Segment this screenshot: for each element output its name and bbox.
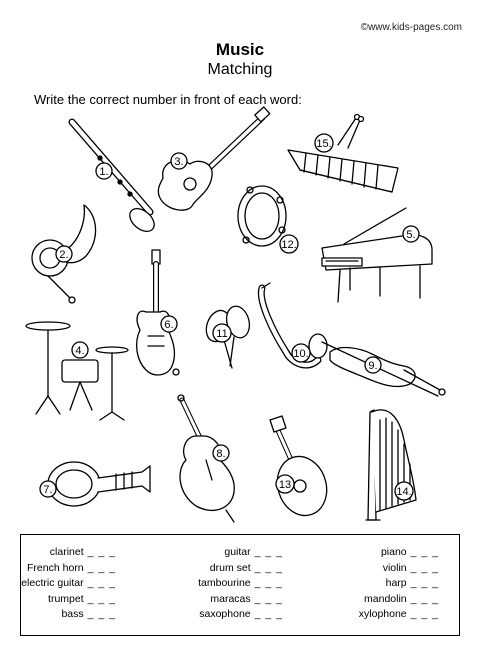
tambourine-icon: [238, 186, 286, 246]
word-label: saxophone: [199, 608, 251, 620]
badge-5: [403, 226, 419, 242]
svg-text:4.: 4.: [75, 345, 85, 357]
answer-blank[interactable]: _ _ _: [254, 561, 283, 574]
answer-box: [20, 534, 460, 636]
badge-2: [56, 246, 72, 262]
answer-blank[interactable]: _ _ _: [410, 577, 439, 589]
word-label: xylophone: [358, 608, 407, 620]
answer-blank[interactable]: _ _ _: [87, 577, 116, 589]
word-label: harp: [385, 577, 407, 589]
answer-row: [21, 592, 116, 608]
answer-column-2: [198, 545, 283, 623]
svg-text:13: 13: [278, 479, 292, 491]
svg-text:7.: 7.: [43, 484, 53, 496]
word-label: bass: [61, 608, 84, 620]
electric-guitar-icon: [137, 250, 179, 375]
svg-text:2.: 2.: [59, 249, 69, 261]
word-label: trumpet: [48, 592, 84, 605]
word-label: violin: [382, 561, 407, 574]
instructions-text: Write the correct number in front of each word:: [34, 92, 302, 107]
answer-row: [198, 592, 283, 608]
svg-text:3.: 3.: [174, 156, 184, 168]
badge-7: [40, 481, 56, 497]
answer-blank[interactable]: _ _ _: [254, 592, 283, 605]
badge-4: [72, 342, 88, 358]
word-label: mandolin: [364, 592, 407, 605]
answer-blank[interactable]: _ _ _: [87, 546, 116, 558]
word-label: French horn: [27, 561, 84, 574]
svg-text:10.: 10.: [293, 348, 309, 360]
word-label: maracas: [210, 592, 251, 605]
answer-blank[interactable]: _ _ _: [254, 608, 283, 620]
svg-text:5.: 5.: [406, 229, 416, 241]
answer-row: [198, 545, 283, 561]
svg-text:15.: 15.: [316, 138, 332, 150]
answer-blank[interactable]: _ _ _: [410, 608, 439, 620]
badge-14: [395, 482, 413, 500]
answer-row: [359, 545, 439, 561]
harp-icon: [366, 410, 416, 520]
badge-6: [161, 316, 177, 332]
answer-column-3: [359, 545, 439, 623]
drum-set-icon: [26, 322, 128, 420]
badge-13: [276, 475, 294, 493]
answer-blank[interactable]: _ _ _: [410, 561, 439, 574]
xylophone-icon: [288, 115, 398, 193]
answer-row: [198, 607, 283, 623]
answer-row: [359, 607, 439, 623]
answer-blank[interactable]: _ _ _: [254, 577, 283, 589]
svg-text:8.: 8.: [216, 448, 226, 460]
badge-15: [315, 134, 333, 152]
svg-text:12.: 12.: [281, 239, 297, 251]
piano-icon: [322, 208, 432, 302]
answer-blank[interactable]: _ _ _: [87, 561, 116, 574]
badge-12: [280, 235, 298, 253]
answer-row: [359, 592, 439, 608]
answer-blank[interactable]: _ _ _: [410, 592, 439, 605]
tuba-icon: [48, 462, 150, 506]
svg-text:1.: 1.: [99, 166, 109, 178]
clarinet-icon: [72, 122, 159, 236]
badge-3: [171, 153, 187, 169]
svg-text:6.: 6.: [164, 319, 174, 331]
page-title: Music: [215, 40, 265, 59]
badge-1: [96, 163, 112, 179]
answer-row: [21, 561, 116, 577]
answer-blank[interactable]: _ _ _: [254, 546, 283, 558]
badge-9: [365, 357, 381, 373]
svg-text:14.: 14.: [396, 486, 412, 498]
word-label: clarinet: [49, 546, 84, 558]
answer-blank[interactable]: _ _ _: [87, 592, 116, 605]
answer-row: [198, 561, 283, 577]
answer-column-1: [21, 545, 116, 623]
answer-row: [21, 576, 116, 592]
badge-10: [292, 344, 310, 362]
violin-icon: [322, 342, 445, 396]
word-label: tambourine: [198, 577, 251, 589]
svg-text:9.: 9.: [368, 360, 378, 372]
badge-11: [213, 324, 231, 342]
answer-blank[interactable]: _ _ _: [410, 546, 439, 558]
svg-text:11: 11: [216, 328, 228, 340]
page-subtitle: Matching: [207, 61, 273, 78]
answer-row: [198, 576, 283, 592]
answer-row: [359, 561, 439, 577]
answer-row: [359, 576, 439, 592]
copyright-notice: ©www.kids-pages.com: [360, 22, 462, 33]
word-label: drum set: [209, 561, 251, 574]
answer-blank[interactable]: _ _ _: [87, 608, 116, 620]
word-label: electric guitar: [21, 577, 84, 589]
mandolin-icon: [270, 416, 334, 522]
word-label: guitar: [224, 546, 251, 558]
answer-row: [21, 607, 116, 623]
badge-8: [213, 445, 229, 461]
answer-row: [21, 545, 116, 561]
word-label: piano: [380, 546, 407, 558]
